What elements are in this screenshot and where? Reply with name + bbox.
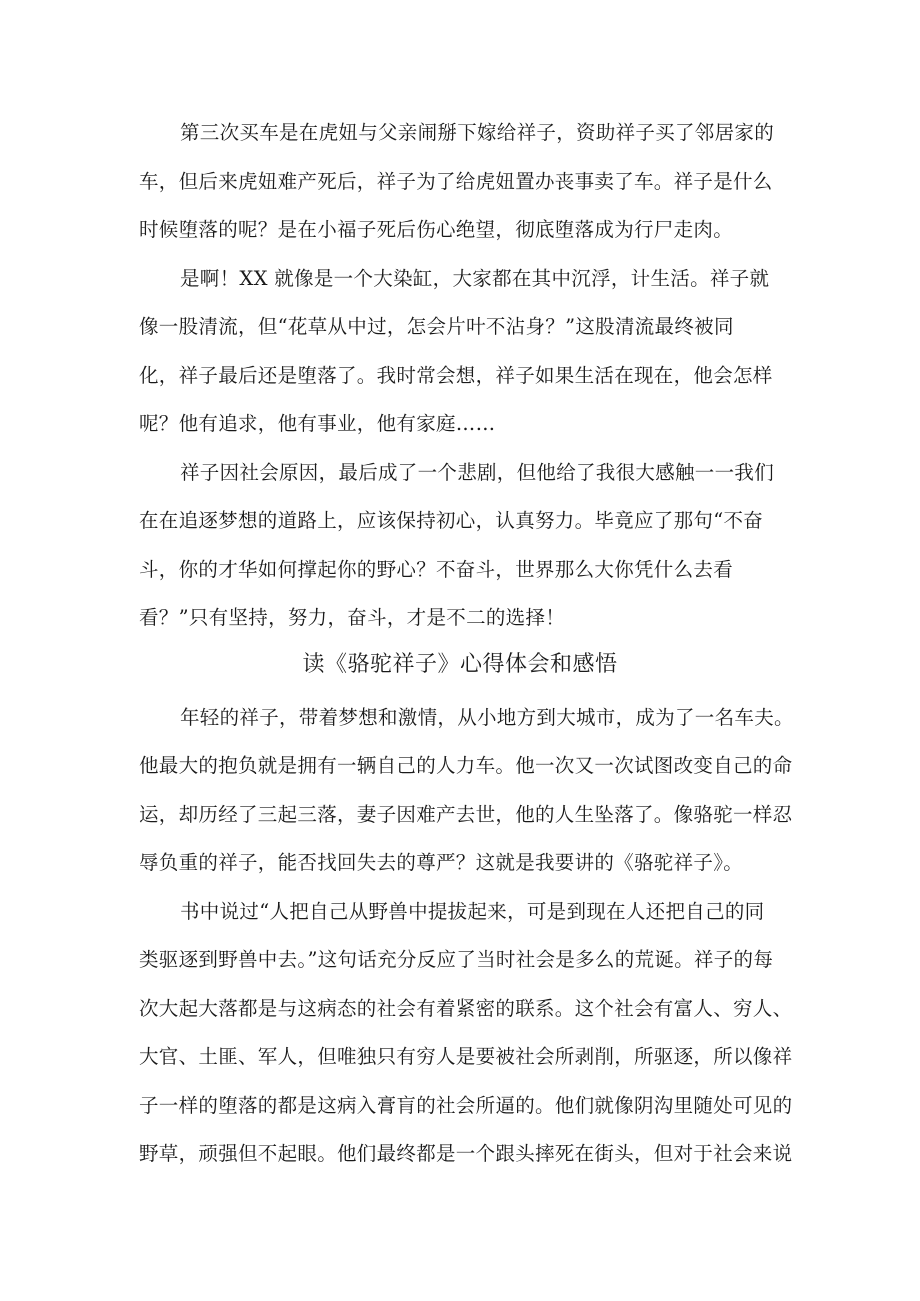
text-line: 他最大的抱负就是拥有一辆自己的人力车。他一次又一次试图改变自己的命	[139, 754, 793, 777]
text-line: 辱负重的祥子，能否找回失去的尊严？这就是我要讲的《骆驼祥子》。	[139, 851, 744, 874]
text-line: 是啊！XX 就像是一个大染缸，大家都在其中沉浮，计生活。祥子就	[180, 267, 770, 290]
text-line: 子一样的堕落的都是这病入膏肓的社会所逼的。他们就像阴沟里随处可见的	[139, 1094, 793, 1117]
text-line: 看？”只有坚持，努力，奋斗，才是不二的选择！	[139, 606, 566, 629]
section-title: 读《骆驼祥子》心得体会和感悟	[302, 652, 618, 677]
text-line: 斗，你的才华如何撑起你的野心？不奋斗，世界那么大你凭什么去看	[139, 558, 734, 581]
text-line: 车，但后来虎妞难产死后，祥子为了给虎妞置办丧事卖了车。祥子是什么	[139, 170, 773, 193]
text-line: 次大起大落都是与这病态的社会有着紧密的联系。这个社会有富人、穷人、	[139, 997, 793, 1020]
text-line: 野草，顽强但不起眼。他们最终都是一个跟头摔死在街头，但对于社会来说	[139, 1142, 793, 1165]
text-line: 大官、土匪、军人，但唯独只有穷人是要被社会所剥削，所驱逐，所以像祥	[139, 1045, 793, 1068]
text-line: 年轻的祥子，带着梦想和激情，从小地方到大城市，成为了一名车夫。	[180, 706, 794, 729]
text-line: 祥子因社会原因，最后成了一个悲剧，但他给了我很大感触一一我们	[180, 461, 775, 484]
text-line: 时候堕落的呢？是在小福子死后伤心绝望，彻底堕落成为行尸走肉。	[139, 218, 734, 241]
text-line: 运，却历经了三起三落，妻子因难产去世，他的人生坠落了。像骆驼一样忍	[139, 803, 793, 826]
text-line: 像一股清流，但“花草从中过，怎会片叶不沾身？”这股清流最终被同	[139, 315, 734, 338]
text-line: 书中说过“人把自己从野兽中提拔起来，可是到现在人还把自己的同	[180, 900, 765, 923]
text-line: 第三次买车是在虎妞与父亲闹掰下嫁给祥子，资助祥子买了邻居家的	[180, 121, 775, 144]
text-line: 化，祥子最后还是堕落了。我时常会想，祥子如果生活在现在，他会怎样	[139, 364, 773, 387]
text-line: 呢？他有追求，他有事业，他有家庭……	[139, 412, 496, 435]
text-line: 类驱逐到野兽中去。”这句话充分反应了当时社会是多么的荒诞。祥子的每	[139, 948, 774, 971]
text-line: 在在追逐梦想的道路上，应该保持初心，认真努力。毕竟应了那句“不奋	[139, 509, 764, 532]
